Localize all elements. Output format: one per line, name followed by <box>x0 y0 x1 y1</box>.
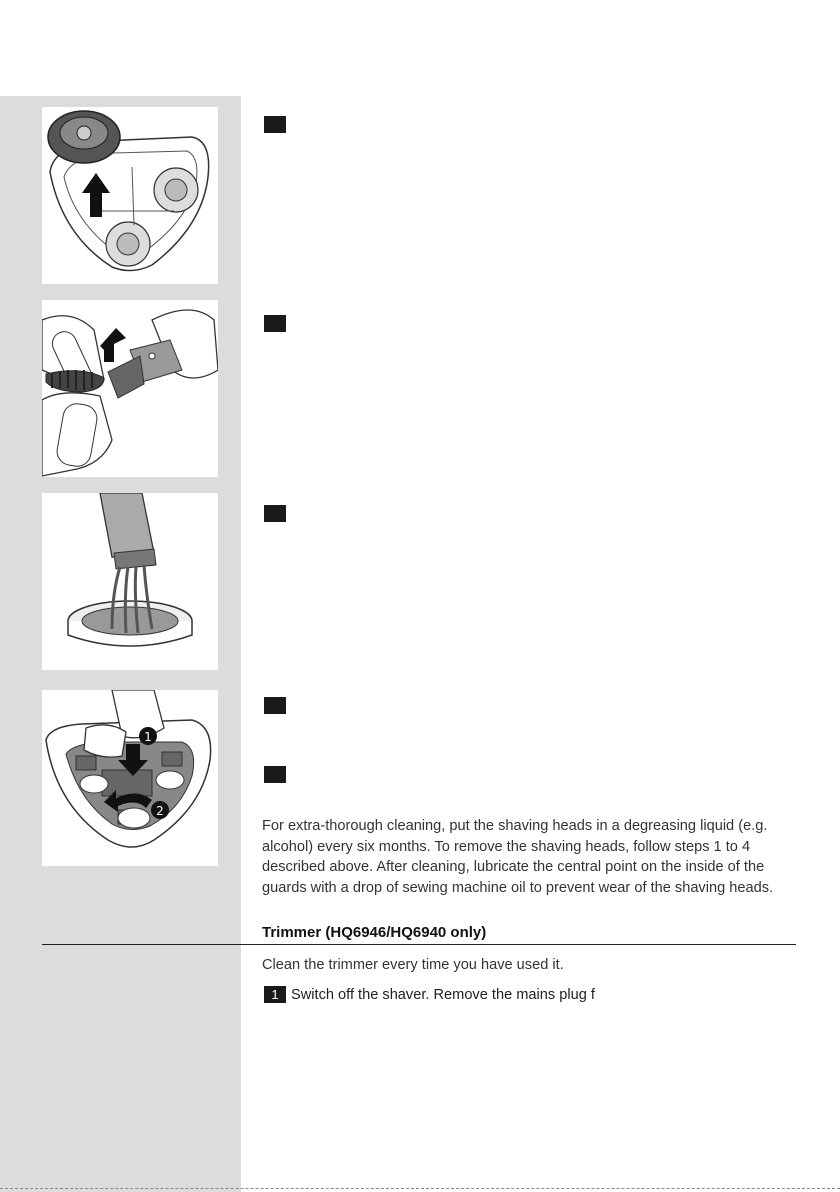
section-divider <box>42 944 796 945</box>
page-bottom-rule <box>0 1188 840 1190</box>
shaving-unit-lift-icon <box>42 107 218 284</box>
remove-cutter-illustration <box>42 300 218 477</box>
step-badge-2: 2 <box>156 804 164 818</box>
extra-cleaning-paragraph: For extra-thorough cleaning, put the shaving heads in a degreasing liquid (e.g. alcohol) every six months. To remove the shaving heads, follow steps 1 to 4 described above. After cleaning, lubricate the central point on the inside of the guards with a drop of sewing machine oil to prevent wear of the shaving heads. <box>262 818 774 896</box>
figure-pointer <box>218 504 241 522</box>
figure-pointer <box>218 697 241 715</box>
figure-pointer <box>218 313 241 331</box>
step-box <box>264 315 286 332</box>
lift-guard-illustration <box>42 107 218 284</box>
hand-cutter-brush-icon <box>42 300 218 477</box>
trimmer-step-1 <box>264 986 595 1003</box>
trimmer-intro: Clean the trimmer every time you have used it. <box>262 957 564 973</box>
trimmer-heading: Trimmer (HQ6946/HQ6940 only) <box>262 924 487 941</box>
step-text: Switch off the shaver. Remove the mains plug f <box>291 986 595 1003</box>
step-box <box>264 697 286 714</box>
figure-pointer <box>218 114 241 132</box>
retaining-frame-illustration <box>42 690 218 866</box>
step-badge-1: 1 <box>144 730 152 744</box>
step-box <box>264 766 286 783</box>
step-box <box>264 505 286 522</box>
retaining-frame-rotate-icon <box>42 690 218 866</box>
step-number: 1 <box>264 986 286 1003</box>
brush-guard-illustration <box>42 493 218 670</box>
brush-guard-icon <box>42 493 218 670</box>
step-box <box>264 116 286 133</box>
